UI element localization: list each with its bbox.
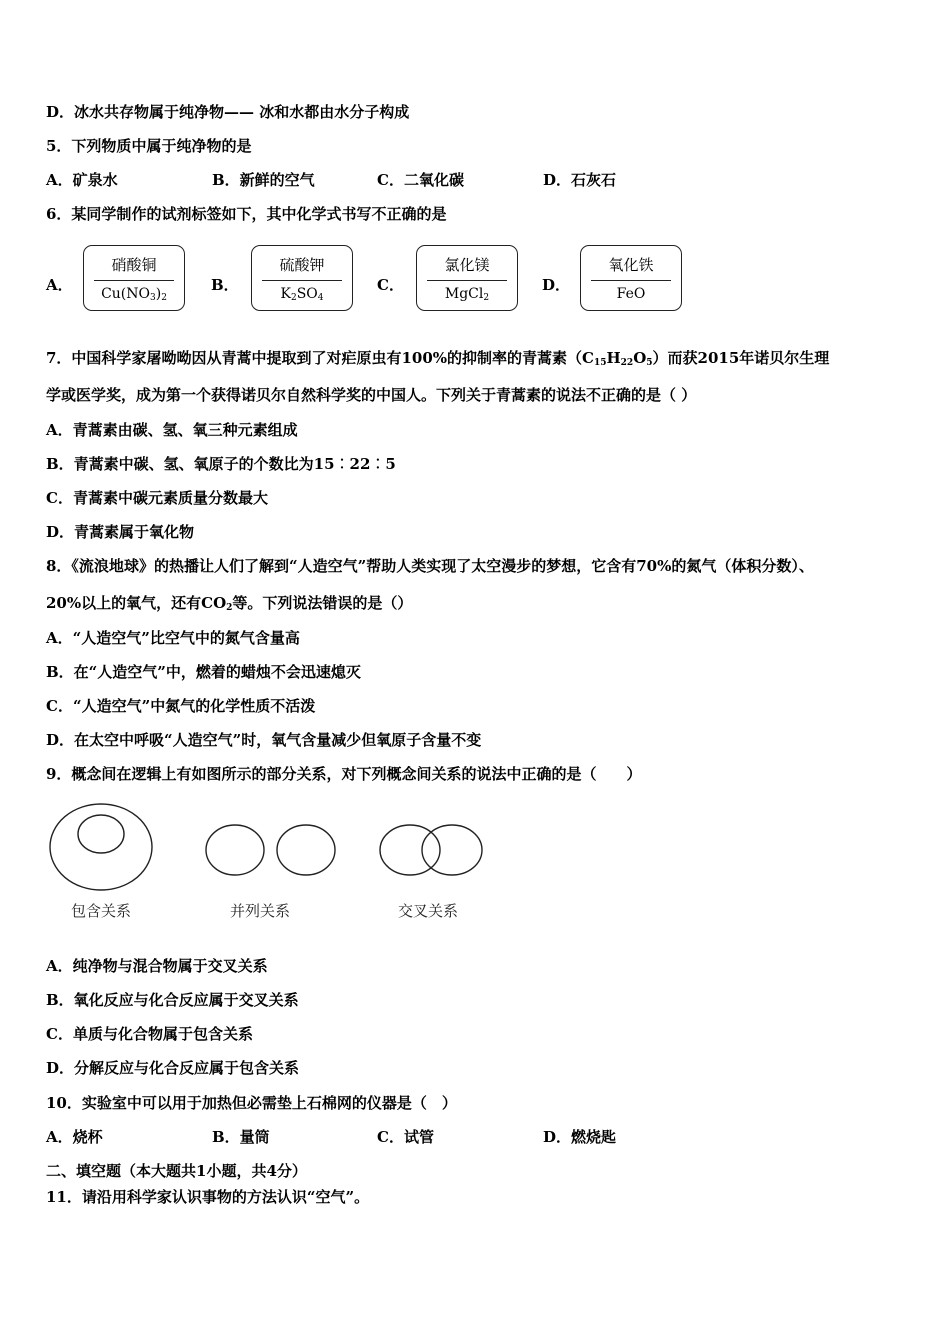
q10-options	[46, 1127, 746, 1147]
caption-intersection: 交叉关系	[398, 902, 459, 920]
q9-option-c: C．单质与化合物属于包含关系	[46, 1025, 253, 1043]
section-heading: 二、填空题（本大题共1小题，共4分）	[46, 1162, 307, 1180]
q6-letter-a: A．	[46, 276, 73, 294]
reagent-label-b	[251, 245, 353, 311]
caption-containment: 包含关系	[71, 902, 132, 920]
label-divider	[427, 280, 507, 281]
label-divider	[262, 280, 342, 281]
q6-letter-b: B．	[211, 276, 239, 294]
q5-stem: 5．下列物质中属于纯净物的是	[46, 137, 252, 155]
q5-option-a: A．矿泉水	[46, 171, 118, 189]
reagent-label-c	[416, 245, 518, 311]
venn-diagrams	[46, 800, 506, 900]
q5-options	[46, 170, 746, 190]
q7-stem-line2: 学或医学奖，成为第一个获得诺贝尔自然科学奖的中国人。下列关于青蒿素的说法不正确的是（ ）	[46, 386, 697, 404]
q7-option-c: C．青蒿素中碳元素质量分数最大	[46, 489, 268, 507]
intersection-diagram	[380, 825, 482, 875]
q10-stem: 10．实验室中可以用于加热但必需垫上石棉网的仪器是（ ）	[46, 1094, 457, 1112]
q10-option-d: D．燃烧匙	[543, 1128, 617, 1146]
label-divider	[591, 280, 671, 281]
q9-option-d: D．分解反应与化合反应属于包含关系	[46, 1059, 300, 1077]
reagent-name-c: 氯化镁	[444, 256, 490, 274]
q6-label-row	[46, 245, 746, 320]
q10-option-a: A．烧杯	[46, 1128, 103, 1146]
q8-option-c: C．“人造空气”中氮气的化学性质不活泼	[46, 697, 316, 715]
q7-stem-line1: 7．中国科学家屠呦呦因从青蒿中提取到了对疟原虫有100%的抑制率的青蒿素$(C_{15}H_{22}O_5)$而获2015年诺贝尔生理	[46, 349, 830, 368]
q10-option-c: C．试管	[377, 1128, 434, 1146]
q8-option-a: A．“人造空气”比空气中的氮气含量高	[46, 629, 300, 647]
q8-option-b: B．在“人造空气”中，燃着的蜡烛不会迅速熄灭	[46, 663, 361, 681]
q6-letter-c: C．	[377, 276, 404, 294]
left-circle	[206, 825, 264, 875]
q11-stem: 11．请沿用科学家认识事物的方法认识“空气”。	[46, 1188, 370, 1206]
reagent-name-a: 硝酸铜	[111, 256, 157, 274]
q9-option-a: A．纯净物与混合物属于交叉关系	[46, 957, 268, 975]
q6-stem: 6．某同学制作的试剂标签如下，其中化学式书写不正确的是	[46, 205, 447, 223]
q4-option-d: D．冰水共存物属于纯净物—— 冰和水都由水分子构成	[46, 103, 410, 121]
inner-circle	[78, 815, 124, 853]
q8-stem-line1: 8．《流浪地球》的热播让人们了解到“人造空气”帮助人类实现了太空漫步的梦想，它含有70%的氮气（体积分数）、	[46, 557, 814, 575]
q7-option-d: D．青蒿素属于氧化物	[46, 523, 195, 541]
reagent-formula-d: FeO	[616, 286, 646, 302]
q9-option-b: B．氧化反应与化合反应属于交叉关系	[46, 991, 299, 1009]
label-divider	[94, 280, 174, 281]
q5-option-b: B．新鲜的空气	[212, 171, 315, 189]
reagent-formula-b: $K_2SO_4$	[280, 286, 324, 303]
q8-option-d: D．在太空中呼吸“人造空气”时，氧气含量减少但氧原子含量不变	[46, 731, 482, 749]
containment-diagram	[50, 804, 152, 890]
q7-option-b: B．青蒿素中碳、氢、氧原子的个数比为15︰22︰5	[46, 455, 396, 473]
parallel-diagram	[206, 825, 335, 875]
reagent-name-b: 硫酸钾	[279, 256, 325, 274]
q7-option-a: A．青蒿素由碳、氢、氧三种元素组成	[46, 421, 298, 439]
reagent-formula-c: MgCl$_2$	[444, 286, 490, 303]
reagent-label-a	[83, 245, 185, 311]
right-circle	[277, 825, 335, 875]
q6-letter-d: D．	[542, 276, 571, 294]
relation-diagram	[46, 800, 506, 930]
reagent-label-d	[580, 245, 682, 311]
reagent-name-d: 氧化铁	[608, 256, 654, 274]
q8-stem-line2: 20%以上的氧气，还有$CO_2$等。下列说法错误的是（）	[46, 594, 413, 613]
q5-option-c: C．二氧化碳	[377, 171, 464, 189]
q5-option-d: D．石灰石	[543, 171, 617, 189]
reagent-formula-a: $Cu(NO_3)_2$	[101, 286, 167, 303]
caption-parallel: 并列关系	[230, 902, 291, 920]
q9-stem: 9．概念间在逻辑上有如图所示的部分关系，对下列概念间关系的说法中正确的是（ ）	[46, 765, 642, 783]
q10-option-b: B．量筒	[212, 1128, 270, 1146]
outer-circle	[50, 804, 152, 890]
right-circle	[422, 825, 482, 875]
